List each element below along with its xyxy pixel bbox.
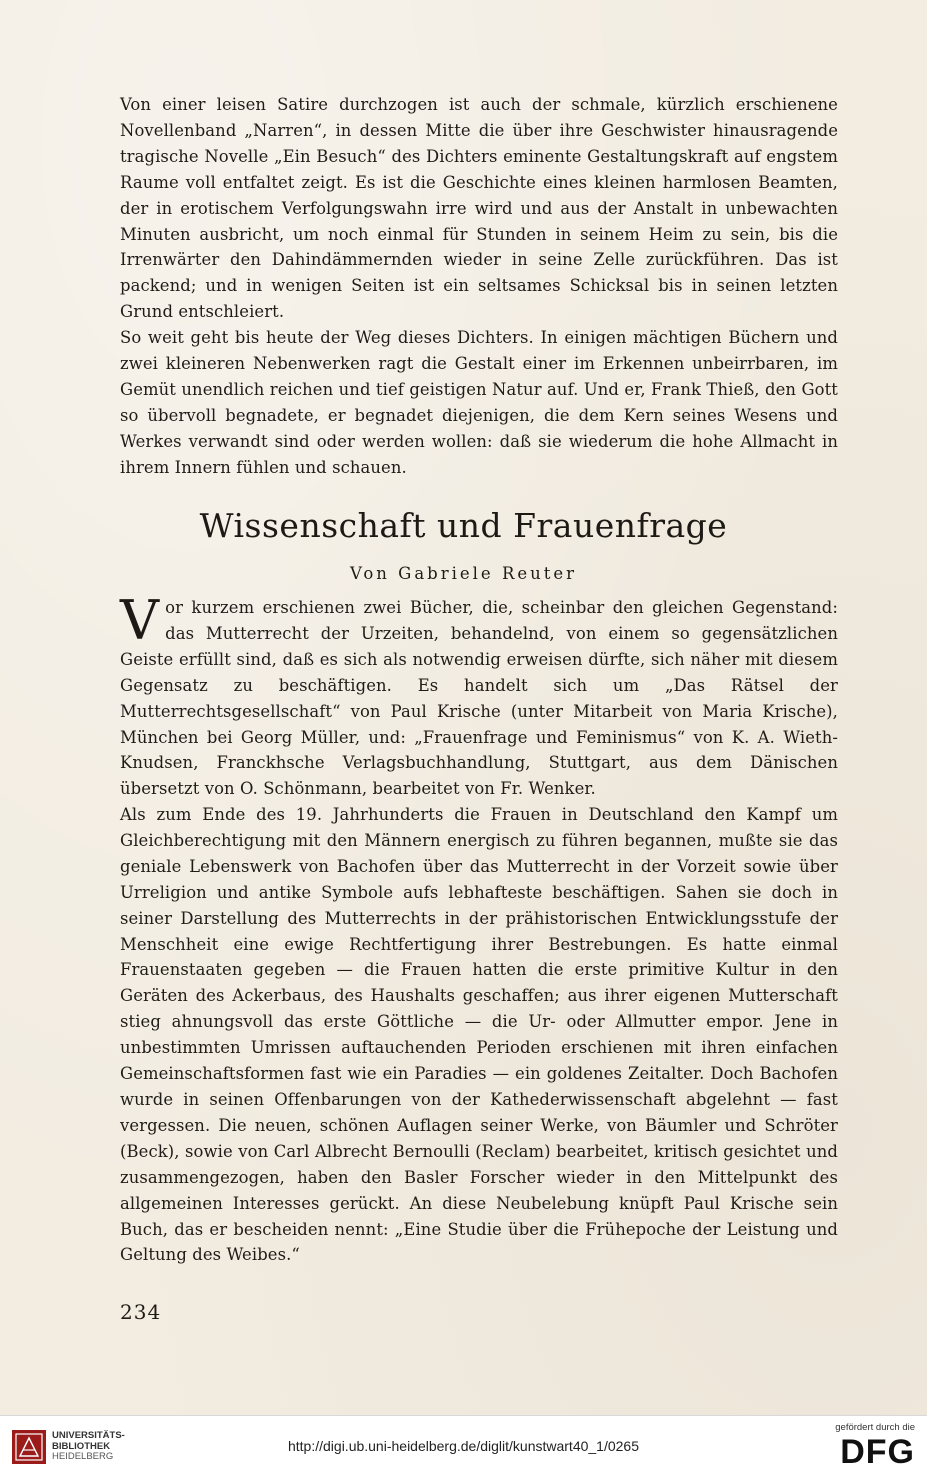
funded-by-label: gefördert durch die <box>835 1422 915 1433</box>
article-paragraph-2 <box>120 802 838 1268</box>
article-byline: Von Gabriele Reuter <box>349 564 578 583</box>
footer-bar <box>0 1415 927 1474</box>
library-name-line-3: HEIDELBERG <box>52 1451 114 1462</box>
page-number: 234 <box>120 1300 162 1324</box>
source-url-link[interactable]: http://digi.ub.uni-heidelberg.de/diglit/kunstwart40_1/0265 <box>287 1438 640 1454</box>
paragraph-text: So weit geht bis heute der Weg dieses Dichters. In einigen mächtigen Büchern und zwei kleineren Nebenwerken ragt die Gestalt einer im Erkennen unbeirrbaren, im Gemüt unendlich reichen und tief geistigen Natur auf. Und er, Frank Thieß, den Gott so übervoll begnadete, er begnadet diejenigen, die dem Kern seines Wesens und Werkes verwandt sind oder werden wollen: daß sie wiederum die hohe Allmacht in ihrem Innern fühlen und schauen. <box>120 328 838 477</box>
paragraph-text: Als zum Ende des 19. Jahrhunderts die Frauen in Deutschland den Kampf um Gleichberechtigung mit den Männern energisch zu führen begannen, mußte sie das geniale Lebenswerk von Bachofen über das Mutterrecht in der Vorzeit sowie über Urreligion und antike Symbole aufs lebhafteste beschäftigen. Sahen sie doch in seiner Darstellung des Mutterrechts in der prähistorischen Entwicklungsstufe der Menschheit eine ewige Rechtfertigung ihrer Bestrebungen. Es hatte einmal Frauenstaaten gegeben — die Frauen hatten die erste primitive Kultur in den Geräten des Ackerbaus, des Haushalts geschaffen; aus ihrer eigenen Mutterschaft stieg ahnungsvoll das erste Göttliche — die Ur- oder Allmutter empor. Jene in unbestimmten Umrissen auftauchenden Perioden erschienen mit ihren einfachen Gemeinschaftsformen fast wie ein Paradies — ein goldenes Zeitalter. Doch Bachofen wurde in seinen Offenbarungen von der Kathederwissenschaft abgelehnt — fast vergessen. Die neuen, schönen Auflagen seiner Werke, von Bäumler und Schröter (Beck), sowie von Carl Albrecht Bernoulli (Reclam) bearbeitet, kritisch gesichtet und zusammengezogen, haben den Basler Forscher wieder in den Mittelpunkt des allgemeinen Interesses gerückt. An diese Neubelebung knüpft Paul Krische sein Buch, das er bescheiden nennt: „Eine Studie über die Frühepoche der Leistung und Geltung des Weibes.“ <box>120 805 838 1265</box>
library-name-line-1: UNIVERSITÄTS- <box>52 1430 125 1441</box>
paragraph-text: Von einer leisen Satire durchzogen ist auch der schmale, kürzlich erschienene Novellenband „Narren“, in dessen Mitte die über ihre Geschwister hinausragende tragische Novelle „Ein Besuch“ des Dichters eminente Gestaltungskraft auf engstem Raume voll entfaltet zeigt. Es ist die Geschichte eines kleinen harmlosen Beamten, der in erotischem Verfolgungswahn irre wird und aus der Anstalt in unbewachten Minuten ausbricht, um noch einmal für Stunden in seinem Heim zu sein, bis die Irrenwärter den Dahindämmernden wieder in seine Zelle zurückführen. Das ist packend; und in wenigen Seiten ist ein seltsames Schicksal bis in seinen letzten Grund entschleiert. <box>120 95 838 322</box>
article-title: Wissenschaft und Frauenfrage <box>199 506 728 545</box>
prev-article-paragraph-1 <box>120 92 838 325</box>
article-paragraph-1 <box>120 589 838 802</box>
prev-article-paragraph-2 <box>120 325 838 480</box>
paragraph-text: or kurzem erschienen zwei Bücher, die, scheinbar den gleichen Gegenstand: das Mutterrecht der Urzeiten, behandelnd, von einem so gegensätzlichen Geiste erfüllt sind, daß es sich als notwendig erweisen dürfte, sich näher mit diesem Gegensatz zu beschäftigen. Es handelt sich um „Das Rätsel der Mutterrechtsgesellschaft“ von Paul Krische (unter Mitarbeit von Maria Krische), München bei Georg Müller, und: „Frauenfrage und Feminismus“ von K. A. Wieth-Knudsen, Franckhsche Verlagsbuchhandlung, Stuttgart, aus dem Dänischen übersetzt von O. Schönmann, bearbeitet von Fr. Wenker. <box>120 598 838 799</box>
dfg-logo[interactable]: DFG <box>840 1433 915 1471</box>
drop-cap: V <box>120 589 160 652</box>
library-name-line-2: BIBLIOTHEK <box>52 1440 111 1452</box>
